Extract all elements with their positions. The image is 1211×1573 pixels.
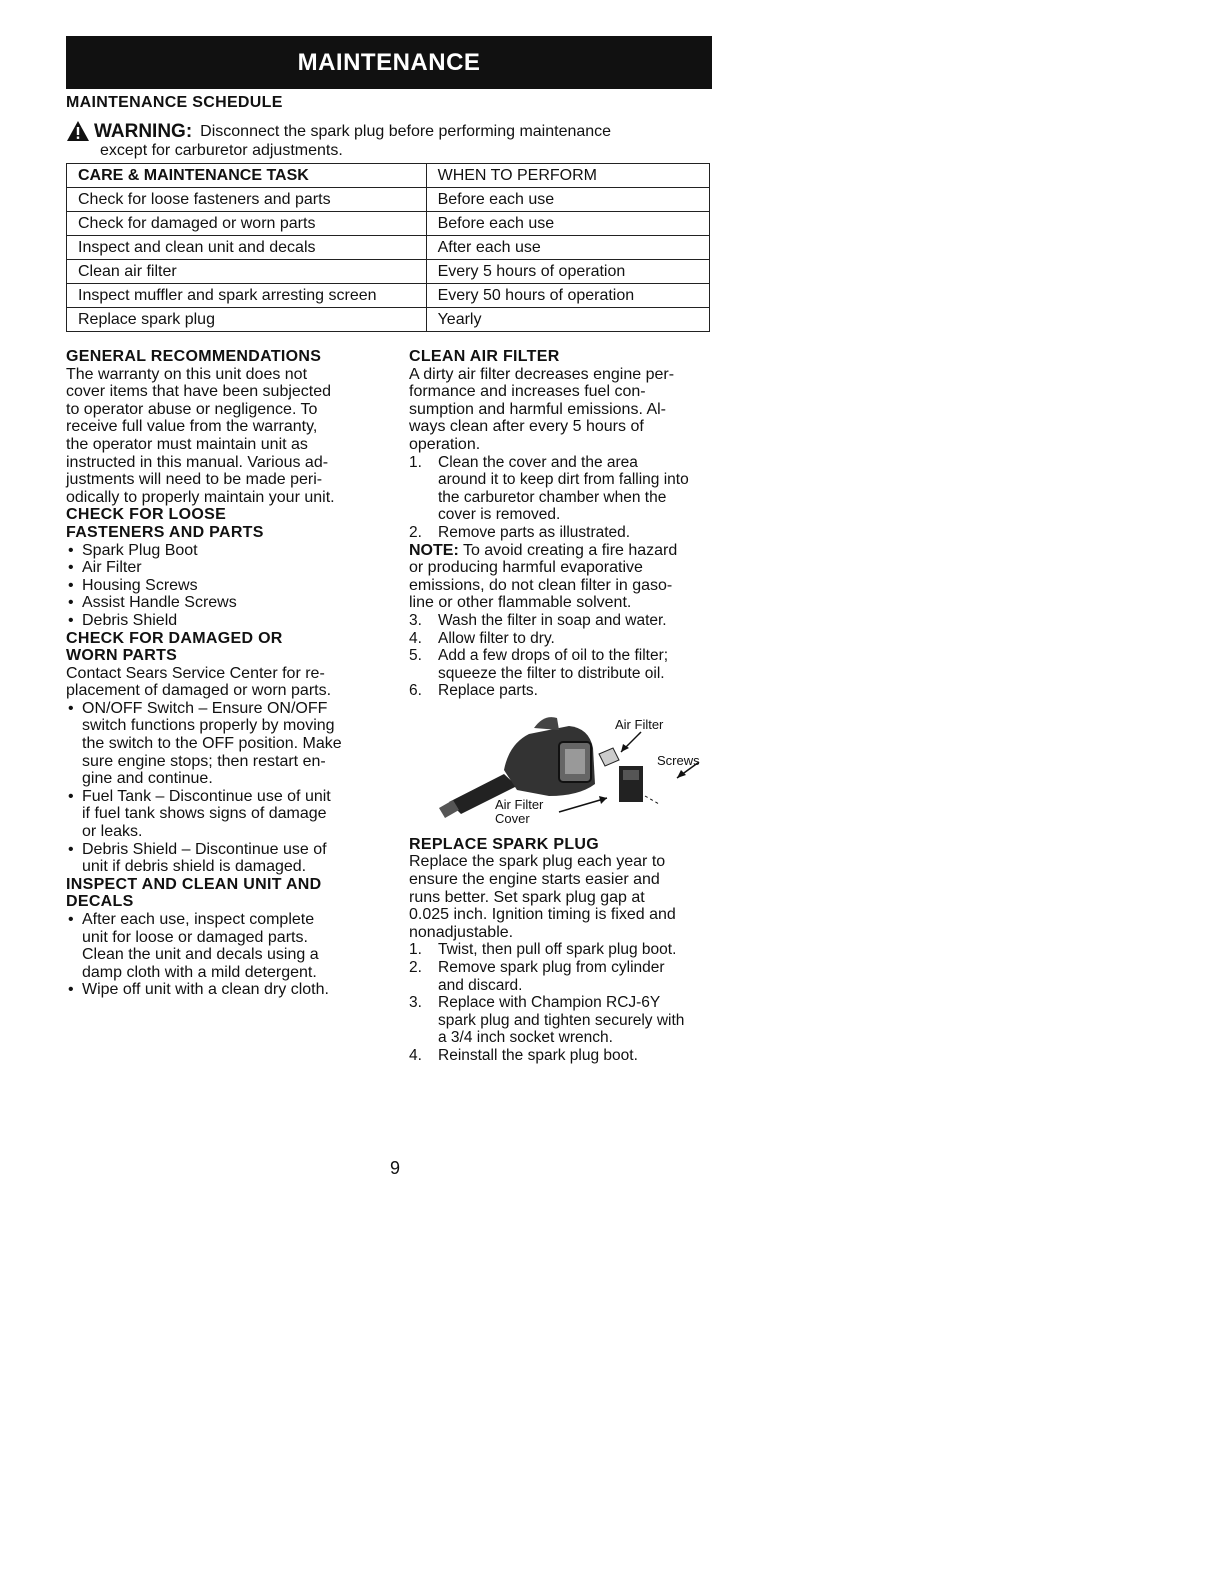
table-cell-when: Every 50 hours of operation (426, 284, 709, 308)
text-line: if fuel tank shows signs of damage (82, 805, 327, 823)
screws-label: Screws (657, 752, 700, 768)
text-line: damp cloth with a mild detergent. (82, 963, 317, 981)
text-line: Allow filter to dry. (438, 629, 555, 647)
text-line: Clean the unit and decals using a (82, 946, 319, 964)
step-number: 2. (409, 959, 422, 977)
heading-line: CHECK FOR DAMAGED OR (66, 629, 283, 647)
text-line: line or other flammable solvent. (409, 594, 632, 612)
text-line: unit if debris shield is damaged. (82, 858, 307, 876)
damaged-parts-text (66, 665, 386, 700)
table-row (67, 308, 710, 332)
step-number: 4. (409, 1047, 422, 1064)
text-line: runs better. Set spark plug gap at (409, 888, 645, 906)
text-line: squeeze the filter to distribute oil. (438, 664, 665, 682)
heading-line: WORN PARTS (66, 647, 178, 665)
heading-line: INSPECT AND CLEAN UNIT AND (66, 875, 322, 893)
text-line: gine and continue. (82, 770, 213, 788)
table-header-task: CARE & MAINTENANCE TASK (67, 164, 427, 188)
text-line: ways clean after every 5 hours of (409, 418, 644, 436)
right-column (409, 348, 729, 1065)
note-label: NOTE: (409, 541, 459, 559)
warning-text-line2: except for carburetor adjustments. (100, 142, 343, 159)
maintenance-schedule-table (66, 163, 710, 332)
step-number: 5. (409, 647, 422, 665)
text-line: The warranty on this unit does not (66, 365, 308, 383)
step-number: 1. (409, 941, 422, 959)
text-line: unit for loose or damaged parts. (82, 928, 308, 946)
schedule-title: MAINTENANCE SCHEDULE (66, 94, 283, 111)
table-cell-when: Yearly (426, 308, 709, 332)
table-cell-task: Check for damaged or worn parts (67, 212, 427, 236)
list-item (409, 524, 729, 542)
text-line: • After each use, inspect complete (82, 911, 315, 928)
table-row (67, 188, 710, 212)
table-cell-task: Inspect muffler and spark arresting screen (67, 284, 427, 308)
step-number: 2. (409, 523, 422, 541)
air-filter-label: Air Filter (615, 716, 664, 732)
text-line: placement of damaged or worn parts. (66, 682, 332, 700)
check-loose-heading (66, 506, 386, 541)
replace-spark-plug-heading: REPLACE SPARK PLUG (409, 835, 600, 853)
table-cell-task: Replace spark plug (67, 308, 427, 332)
list-item (66, 700, 386, 788)
text-line: switch functions properly by moving (82, 717, 335, 735)
text-line: cover is removed. (438, 506, 561, 524)
text-line: 0.025 inch. Ignition timing is fixed and (409, 906, 676, 924)
text-line: sumption and harmful emissions. Al- (409, 400, 666, 418)
warning-label: WARNING: (94, 120, 193, 142)
list-item (409, 630, 729, 648)
text-line: around it to keep dirt from falling into (438, 471, 689, 489)
inspect-clean-heading (66, 876, 386, 911)
list-item (409, 682, 729, 700)
list-item (66, 788, 386, 841)
text-line: Add a few drops of oil to the filter; (438, 647, 669, 665)
text-line: • Fuel Tank – Discontinue use of unit (82, 787, 331, 805)
warning-notice (66, 120, 712, 159)
step-number: 6. (409, 682, 422, 700)
text-line: sure engine stops; then restart en- (82, 752, 326, 770)
text-line: the carburetor chamber when the (438, 488, 667, 506)
table-cell-when: After each use (426, 236, 709, 260)
text-line (409, 542, 729, 560)
text-line: emissions, do not clean filter in gaso- (409, 576, 673, 594)
loose-parts-list (66, 542, 386, 630)
text-line: Wash the filter in soap and water. (438, 611, 667, 629)
table-header-when: WHEN TO PERFORM (426, 164, 709, 188)
heading-line: DECALS (66, 893, 134, 911)
air-filter-illustration (409, 704, 729, 836)
table-cell-task: Inspect and clean unit and decals (67, 236, 427, 260)
text-line: and discard. (438, 976, 523, 994)
section-banner: MAINTENANCE (66, 36, 712, 89)
text-line: to operator abuse or negligence. To (66, 400, 318, 418)
clean-steps-list-continued (409, 612, 729, 700)
heading-line: CHECK FOR LOOSE (66, 506, 227, 524)
list-item (409, 647, 729, 682)
clean-air-filter-heading: CLEAN AIR FILTER (409, 348, 560, 365)
damaged-parts-list (66, 700, 386, 876)
trimmer-engine-drawing (409, 704, 729, 836)
text-line: the operator must maintain unit as (66, 435, 308, 453)
list-item (409, 941, 729, 959)
step-number: 3. (409, 611, 422, 629)
text-line: nonadjustable. (409, 923, 514, 941)
table-cell-task: Check for loose fasteners and parts (67, 188, 427, 212)
table-cell-when: Every 5 hours of operation (426, 260, 709, 284)
check-damaged-heading (66, 630, 386, 665)
table-cell-when: Before each use (426, 188, 709, 212)
table-row (67, 236, 710, 260)
list-item: • Debris Shield (66, 612, 386, 630)
text-line: the switch to the OFF position. Make (82, 735, 342, 753)
spark-steps-list (409, 941, 729, 1064)
table-header-row (67, 164, 710, 188)
text-span: To avoid creating a fire hazard (462, 541, 678, 559)
cover-label-2: Cover (495, 810, 530, 826)
text-line: or leaks. (82, 823, 143, 841)
list-item: • Housing Screws (66, 577, 386, 595)
text-line: Contact Sears Service Center for re- (66, 664, 325, 682)
list-item (66, 911, 386, 981)
list-item (409, 1047, 729, 1065)
heading-line: FASTENERS AND PARTS (66, 523, 264, 541)
warning-text-line1: Disconnect the spark plug before performing maintenance (200, 122, 612, 140)
table-row (67, 284, 710, 308)
text-line: or producing harmful evaporative (409, 559, 643, 577)
text-line: receive full value from the warranty, (66, 418, 318, 436)
text-line: Clean the cover and the area (438, 453, 638, 471)
list-item (66, 981, 386, 999)
warning-triangle-icon (66, 120, 90, 142)
text-line: odically to properly maintain your unit. (66, 488, 335, 506)
general-recommendations-text (66, 366, 386, 507)
text-line: ensure the engine starts easier and (409, 871, 660, 889)
text-line: • ON/OFF Switch – Ensure ON/OFF (82, 699, 328, 717)
text-line: • Wipe off unit with a clean dry cloth. (82, 981, 329, 999)
clean-air-filter-text (409, 366, 729, 454)
text-line: instructed in this manual. Various ad- (66, 453, 329, 471)
note-text (409, 542, 729, 612)
text-line: Replace the spark plug each year to (409, 853, 666, 871)
text-line: a 3/4 inch socket wrench. (438, 1029, 613, 1047)
text-line: justments will need to be made peri- (66, 471, 323, 489)
list-item (409, 612, 729, 630)
text-line: cover items that have been subjected (66, 383, 332, 401)
list-item: • Spark Plug Boot (66, 542, 386, 560)
inspect-clean-list (66, 911, 386, 999)
text-line: formance and increases fuel con- (409, 383, 646, 401)
clean-steps-list (409, 454, 729, 542)
replace-spark-plug-text (409, 853, 729, 941)
text-line: A dirty air filter decreases engine per- (409, 365, 675, 383)
page-number: 9 (390, 1158, 401, 1178)
list-item: • Air Filter (66, 559, 386, 577)
text-line: Twist, then pull off spark plug boot. (438, 941, 677, 959)
list-item: • Assist Handle Screws (66, 594, 386, 612)
table-row (67, 260, 710, 284)
left-column (66, 348, 386, 999)
text-line: Remove parts as illustrated. (438, 523, 631, 541)
text-line: Reinstall the spark plug boot. (438, 1047, 638, 1064)
text-line: • Debris Shield – Discontinue use of (82, 840, 327, 858)
cover-label-1: Air Filter (495, 796, 544, 812)
list-item (409, 959, 729, 994)
text-line: Remove spark plug from cylinder (438, 959, 665, 977)
text-line: Replace parts. (438, 682, 538, 700)
text-line: operation. (409, 435, 481, 453)
step-number: 3. (409, 994, 422, 1012)
list-item (409, 454, 729, 524)
list-item (66, 841, 386, 876)
general-recommendations-heading: GENERAL RECOMMENDATIONS (66, 348, 322, 365)
text-line: spark plug and tighten securely with (438, 1011, 685, 1029)
table-cell-when: Before each use (426, 212, 709, 236)
step-number: 4. (409, 629, 422, 647)
text-line: Replace with Champion RCJ-6Y (438, 994, 661, 1012)
step-number: 1. (409, 453, 422, 471)
list-item (409, 994, 729, 1047)
table-row (67, 212, 710, 236)
table-cell-task: Clean air filter (67, 260, 427, 284)
